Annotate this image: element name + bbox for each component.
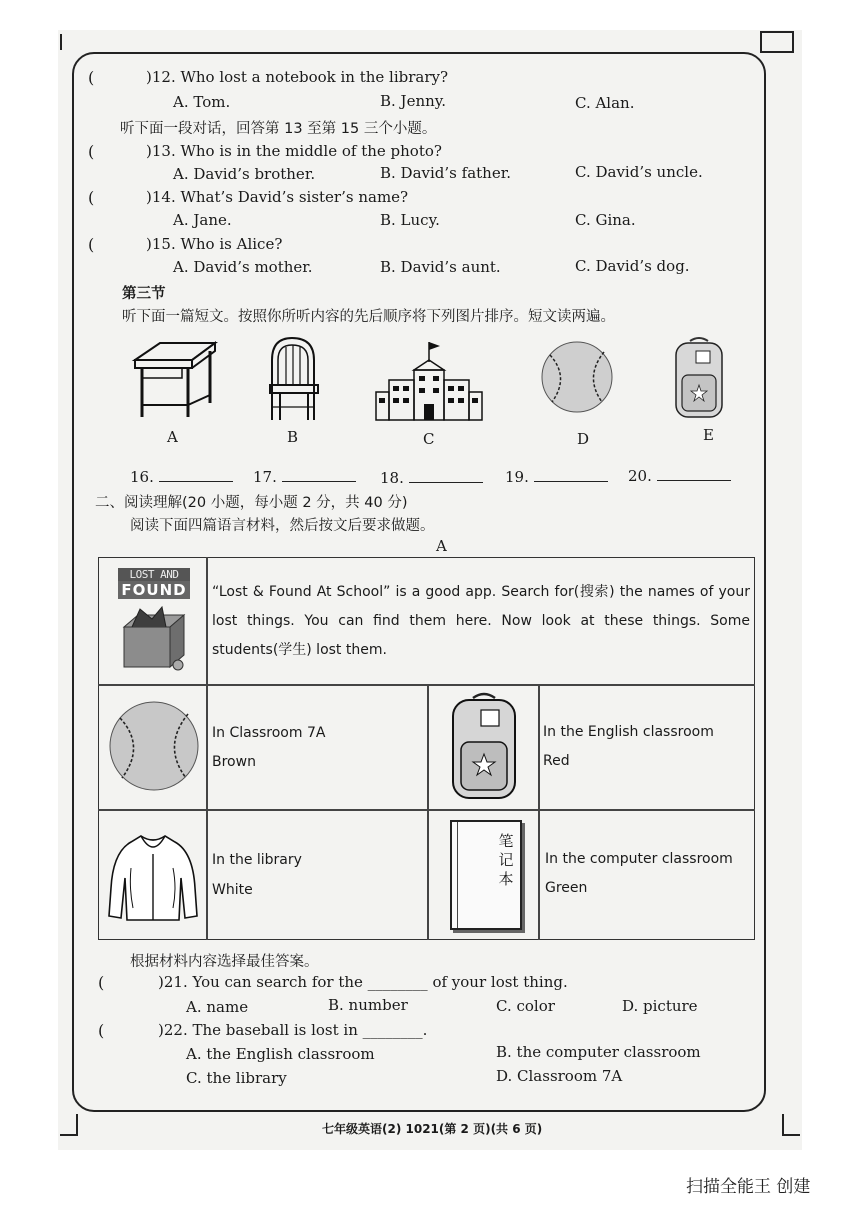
lost-box-icon: [118, 605, 190, 673]
blank-17-number: 17.: [253, 468, 277, 486]
section3-instruction: 听下面一篇短文。按照你所听内容的先后顺序将下列图片排序。短文读两遍。: [122, 309, 615, 325]
passage-label: A: [436, 537, 447, 555]
q15-option-c: C. David’s dog.: [575, 257, 690, 275]
notebook-color: Green: [545, 880, 588, 896]
picture-label-d: D: [577, 430, 590, 448]
corner-mark-bottom-left: [60, 1114, 78, 1136]
q12-option-a: A. Tom.: [173, 93, 231, 111]
blank-18: [380, 468, 483, 487]
blank-18-number: 18.: [380, 469, 404, 487]
logo-text-line2: FOUND: [118, 581, 190, 599]
picture-label-c: C: [423, 430, 435, 448]
lost-and-found-logo: [118, 568, 190, 674]
blank-20: [628, 466, 731, 485]
answer-paren: (: [98, 973, 105, 992]
q21-option-d: D. picture: [622, 997, 698, 1015]
notebook-char: 记: [498, 851, 514, 869]
backpack-picture: [668, 335, 730, 420]
chair-picture: [262, 335, 326, 425]
lost-found-intro: “Lost & Found At School” is a good app. Search for(搜索) the names of your lost things. You can find them here. Now look at these things. Some students(学生) lost them.: [212, 584, 750, 658]
blank-16-line[interactable]: [159, 467, 233, 482]
q15-stem: )15. Who is Alice?: [146, 235, 283, 253]
blank-17: [253, 467, 356, 486]
q12-option-c: C. Alan.: [575, 94, 635, 112]
answer-paren: (: [88, 68, 95, 87]
baseball-picture: [540, 340, 614, 414]
corner-mark-top-left: [60, 34, 62, 50]
q21-stem: )21. You can search for the ________ of your lost thing.: [158, 973, 568, 991]
q13-stem: )13. Who is in the middle of the photo?: [146, 142, 442, 160]
q22-option-d: D. Classroom 7A: [496, 1067, 623, 1085]
q22-option-c: C. the library: [186, 1069, 287, 1087]
section3-title: 第三节: [122, 286, 166, 302]
q22-option-b: B. the computer classroom: [496, 1043, 701, 1061]
q15-option-a: A. David’s mother.: [173, 258, 313, 276]
q14-stem: )14. What’s David’s sister’s name?: [146, 188, 409, 206]
part2-title: 二、阅读理解(20 小题，每小题 2 分，共 40 分): [95, 495, 408, 511]
desk-picture: [130, 335, 220, 425]
q22-option-a: A. the English classroom: [186, 1045, 375, 1063]
q13-option-c: C. David’s uncle.: [575, 163, 703, 181]
q14-option-b: B. Lucy.: [380, 211, 440, 229]
blank-20-line[interactable]: [657, 466, 731, 481]
q13-option-a: A. David’s brother.: [173, 165, 316, 183]
baseball-color: Brown: [212, 754, 256, 770]
q21-option-a: A. name: [186, 998, 249, 1016]
corner-mark-bottom-right: [782, 1114, 800, 1136]
notebook-char: 本: [498, 870, 514, 888]
corner-mark-top-right: [760, 31, 794, 53]
q21-option-b: B. number: [328, 996, 408, 1014]
backpack-place: In the English classroom: [543, 724, 714, 740]
part2-instruction: 阅读下面四篇语言材料，然后按文后要求做题。: [130, 518, 435, 534]
answer-paren: (: [88, 235, 95, 254]
notebook-char: 笔: [498, 832, 514, 850]
notebook-picture: [450, 820, 522, 930]
picture-label-e: E: [703, 426, 714, 444]
blank-16-number: 16.: [130, 468, 154, 486]
blank-16: [130, 467, 233, 486]
q12-stem: )12. Who lost a notebook in the library?: [146, 68, 449, 86]
choose-answer-instruction: 根据材料内容选择最佳答案。: [130, 954, 319, 970]
q13-option-b: B. David’s father.: [380, 164, 511, 182]
q21-option-c: C. color: [496, 997, 555, 1015]
backpack-color: Red: [543, 753, 570, 769]
school-building-picture: [374, 340, 484, 425]
answer-paren: (: [98, 1021, 105, 1040]
notebook-title: [498, 832, 514, 889]
table-col-divider: [206, 557, 208, 940]
q22-stem: )22. The baseball is lost in ________.: [158, 1021, 428, 1039]
answer-paren: (: [88, 142, 95, 161]
blank-19-number: 19.: [505, 468, 529, 486]
picture-label-a: A: [167, 428, 178, 446]
logo-text-line1: LOST AND: [118, 568, 190, 581]
dialogue-instruction: 听下面一段对话，回答第 13 至第 15 三个小题。: [120, 121, 437, 137]
blank-20-number: 20.: [628, 467, 652, 485]
scanner-watermark: 扫描全能王 创建: [686, 1177, 811, 1197]
picture-label-b: B: [287, 428, 299, 446]
table-backpack-picture: [443, 690, 525, 802]
table-col-divider: [538, 684, 540, 940]
q12-option-b: B. Jenny.: [380, 92, 447, 110]
q14-option-c: C. Gina.: [575, 211, 636, 229]
jacket-picture: [103, 828, 203, 928]
baseball-place: In Classroom 7A: [212, 725, 326, 741]
q14-option-a: A. Jane.: [173, 211, 232, 229]
q15-option-b: B. David’s aunt.: [380, 258, 501, 276]
answer-paren: (: [88, 188, 95, 207]
blank-18-line[interactable]: [409, 468, 483, 483]
blank-19: [505, 467, 608, 486]
notebook-place: In the computer classroom: [545, 851, 733, 867]
notebook-spine: [457, 822, 458, 928]
page-footer: 七年级英语(2) 1021(第 2 页)(共 6 页): [322, 1122, 543, 1136]
blank-19-line[interactable]: [534, 467, 608, 482]
jacket-place: In the library: [212, 852, 302, 868]
table-col-divider: [427, 684, 429, 940]
table-baseball-picture: [108, 700, 200, 792]
jacket-color: White: [212, 882, 253, 898]
blank-17-line[interactable]: [282, 467, 356, 482]
